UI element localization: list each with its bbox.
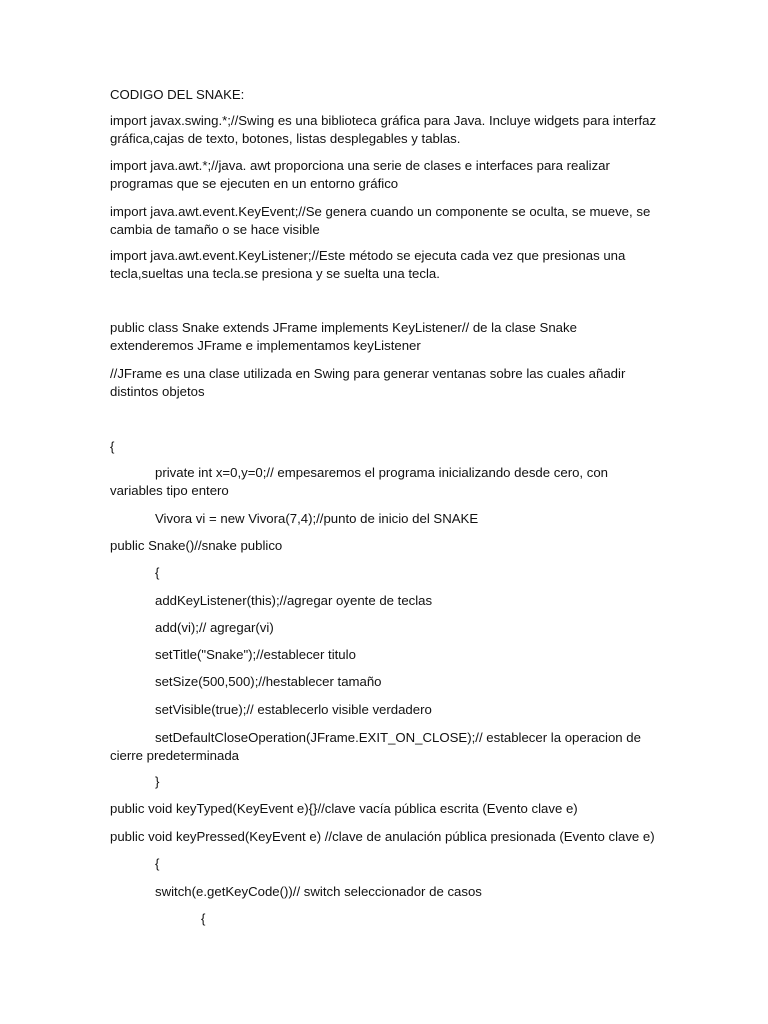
code-line-setsize: setSize(500,500);//hestablecer tamaño — [155, 674, 382, 689]
code-line-ctor-close-brace: } — [155, 774, 160, 789]
code-line-private-int: private int x=0,y=0;// empesaremos el programa inicializando desde cero, con variables tipo entero — [110, 465, 609, 498]
code-line-vivora: Vivora vi = new Vivora(7,4);//punto de inicio del SNAKE — [155, 511, 479, 526]
code-line-switch: switch(e.getKeyCode())// switch seleccionador de casos — [155, 884, 482, 899]
code-line-add-vi: add(vi);// agregar(vi) — [155, 620, 274, 635]
code-line-class-decl: public class Snake extends JFrame implements KeyListener// de la clase Snake extenderemos JFrame e implementamos keyListener — [110, 320, 577, 353]
code-line-keytyped: public void keyTyped(KeyEvent e){}//clave vacía pública escrita (Evento clave e) — [110, 801, 578, 816]
code-line-jframe-comment: //JFrame es una clase utilizada en Swing para generar ventanas sobre las cuales añadir distintos objetos — [110, 366, 626, 399]
code-line-keypressed-open-brace: { — [155, 856, 160, 871]
code-line-constructor: public Snake()//snake publico — [110, 538, 283, 553]
code-line-addkeylistener: addKeyListener(this);//agregar oyente de teclas — [155, 593, 433, 608]
code-line-switch-open-brace: { — [201, 911, 206, 926]
doc-title: CODIGO DEL SNAKE: — [110, 87, 245, 102]
code-line-setvisible: setVisible(true);// establecerlo visible verdadero — [155, 702, 432, 717]
code-line-settitle: setTitle("Snake");//establecer titulo — [155, 647, 356, 662]
code-line-setdefaultclose: setDefaultCloseOperation(JFrame.EXIT_ON_CLOSE);// establecer la operacion de cierre predeterminada — [110, 730, 641, 763]
code-line-import-keyevent: import java.awt.event.KeyEvent;//Se genera cuando un componente se oculta, se mueve, se cambia de tamaño o se hace visible — [110, 204, 651, 237]
code-line-ctor-open-brace: { — [155, 565, 160, 580]
code-line-open-brace: { — [110, 439, 115, 454]
code-line-keypressed: public void keyPressed(KeyEvent e) //clave de anulación pública presionada (Evento clave e) — [110, 829, 655, 844]
code-line-import-awt: import java.awt.*;//java. awt proporciona una serie de clases e interfaces para realizar programas que se ejecuten en un entorno gráfico — [110, 158, 610, 191]
code-line-import-keylistener: import java.awt.event.KeyListener;//Este método se ejecuta cada vez que presionas una tecla,sueltas una tecla.se presiona y se suelta una tecla. — [110, 248, 626, 281]
code-line-import-swing: import javax.swing.*;//Swing es una biblioteca gráfica para Java. Incluye widgets para interfaz gráfica,cajas de texto, botones, listas desplegables y tablas. — [110, 113, 657, 146]
